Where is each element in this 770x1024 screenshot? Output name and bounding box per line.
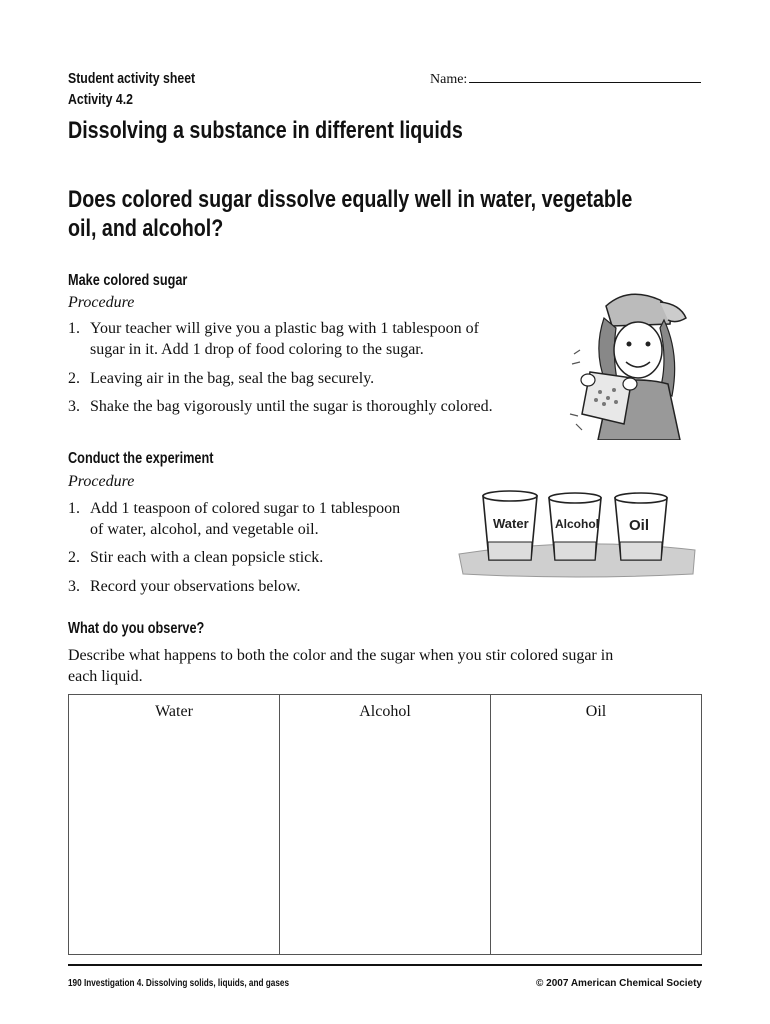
list-item: 3. Record your observations below. (68, 578, 301, 595)
girl-shaking-bag-illustration (568, 284, 698, 440)
observation-cell-oil[interactable] (491, 695, 702, 955)
list-item: 2. Leaving air in the bag, seal the bag securely. (68, 370, 375, 387)
sheet-label: Student activity sheet (68, 70, 196, 87)
list-item: 3. Shake the bag vigorously until the sugar is thoroughly colored. (68, 398, 493, 415)
footer-left: 190 Investigation 4. Dissolving solids, liquids, and gases (68, 978, 290, 989)
observation-cell-alcohol[interactable] (280, 695, 491, 955)
activity-label: Activity 4.2 (68, 91, 133, 108)
section-heading-observe: What do you observe? (68, 620, 205, 637)
name-blank-line[interactable] (469, 69, 701, 83)
table-row (69, 695, 702, 955)
observe-instructions: Describe what happens to both the color and the sugar when you stir colored sugar in each liquid. (68, 647, 614, 685)
list-item: 1. Your teacher will give you a plastic bag with 1 tablespoon of sugar in it. Add 1 drop of food coloring to the sugar. (68, 320, 479, 358)
footer-divider (68, 964, 702, 966)
cup-label-water: Water (493, 516, 529, 531)
page-title: Dissolving a substance in different liquids (68, 117, 463, 144)
cup-label-oil: Oil (629, 517, 650, 534)
list-item: 2. Stir each with a clean popsicle stick. (68, 549, 324, 566)
observation-table (68, 694, 702, 955)
list-item: 1. Add 1 teaspoon of colored sugar to 1 tablespoon of water, alcohol, and vegetable oil. (68, 500, 401, 538)
observation-cell-water[interactable] (69, 695, 280, 955)
section-heading-make-sugar: Make colored sugar (68, 272, 188, 289)
column-header-water: Water (155, 703, 193, 720)
name-field[interactable] (430, 69, 701, 88)
procedure-label-make-sugar: Procedure (68, 294, 135, 311)
column-header-oil: Oil (585, 703, 607, 720)
column-header-alcohol: Alcohol (359, 703, 411, 720)
cup-label-alcohol: Alcohol (555, 517, 599, 531)
name-label: Name: (430, 72, 468, 87)
footer-right: © 2007 American Chemical Society (536, 978, 702, 989)
three-cups-illustration (455, 484, 699, 580)
section-heading-experiment: Conduct the experiment (68, 450, 214, 467)
main-question: Does colored sugar dissolve equally well in water, vegetable oil, and alcohol? (68, 186, 633, 242)
procedure-label-experiment: Procedure (68, 473, 135, 490)
